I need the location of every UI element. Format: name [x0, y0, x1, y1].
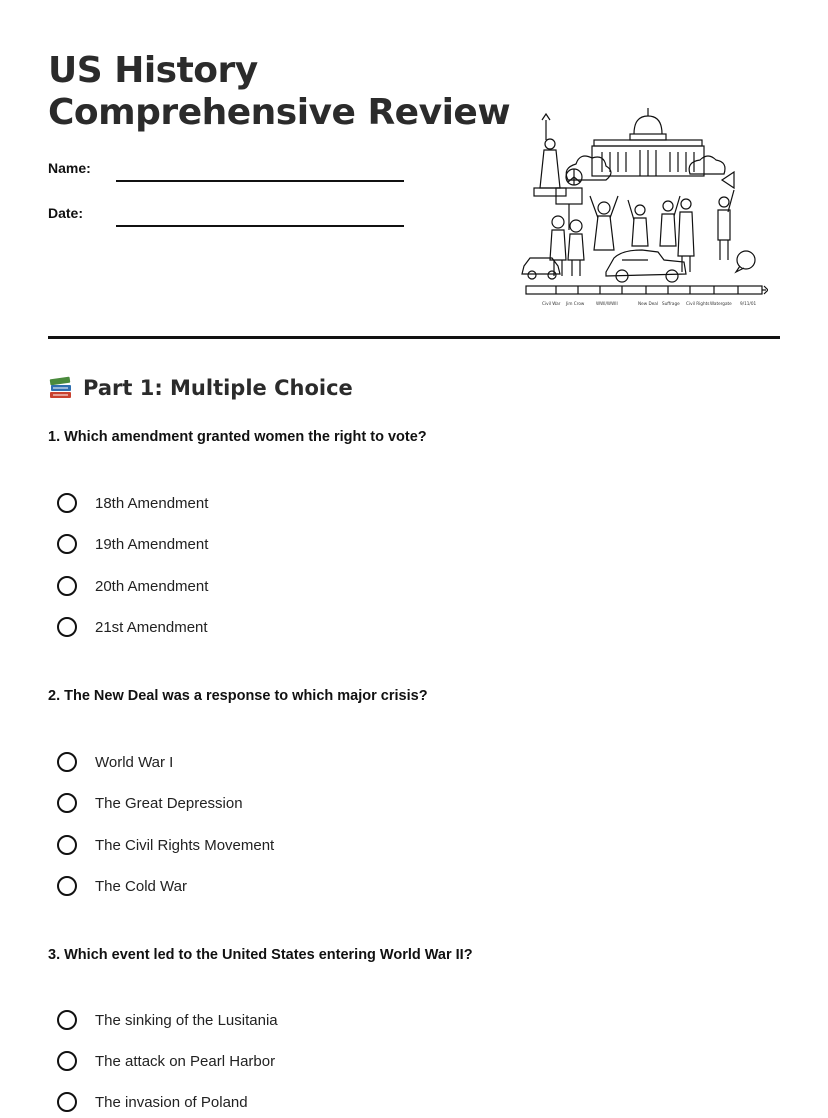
option-q2-d[interactable] — [57, 874, 187, 898]
worksheet-title — [48, 50, 510, 134]
timeline-label: Jim Crow — [566, 301, 585, 306]
option-label: 19th Amendment — [95, 535, 209, 553]
statue-of-liberty-icon — [534, 114, 566, 196]
option-q2-a[interactable] — [57, 750, 173, 774]
title-line-2: Comprehensive Review — [48, 92, 511, 133]
option-q1-c[interactable] — [57, 574, 208, 598]
timeline-label: Suffrage — [662, 301, 680, 306]
question-1: 1. Which amendment granted women the right to vote? — [48, 429, 427, 445]
timeline-label: WWI/WWII — [596, 301, 618, 306]
peace-sign-icon — [566, 169, 582, 185]
section-title-text: Part 1: Multiple Choice — [83, 376, 353, 400]
date-label: Date: — [48, 205, 84, 221]
option-label: The Great Depression — [95, 794, 243, 812]
option-q1-d[interactable] — [57, 615, 208, 639]
title-line-1: US History — [48, 50, 258, 91]
radio-button[interactable] — [57, 752, 77, 772]
history-illustration — [518, 100, 768, 315]
option-label: 21st Amendment — [95, 618, 208, 636]
history-illustration-svg — [518, 100, 768, 315]
timeline-label: Watergate — [710, 301, 732, 306]
radio-button[interactable] — [57, 493, 77, 513]
radio-button[interactable] — [57, 1092, 77, 1112]
timeline-label: 9/11/01 — [740, 301, 757, 306]
option-label: 20th Amendment — [95, 577, 209, 595]
name-field[interactable] — [116, 180, 404, 182]
option-label: The invasion of Poland — [95, 1093, 248, 1111]
question-3: 3. Which event led to the United States entering World War II? — [48, 947, 473, 963]
section-title-part-1 — [48, 375, 353, 401]
radio-button[interactable] — [57, 793, 77, 813]
timeline-icon — [526, 286, 768, 294]
date-field[interactable] — [116, 225, 404, 227]
timeline-label: New Deal — [638, 301, 658, 306]
radio-button[interactable] — [57, 534, 77, 554]
radio-button[interactable] — [57, 835, 77, 855]
option-label: World War I — [95, 753, 174, 771]
radio-button[interactable] — [57, 1010, 77, 1030]
header-divider — [48, 336, 780, 339]
vintage-car-icon — [606, 250, 686, 282]
option-label: The Cold War — [95, 877, 187, 895]
option-q3-a[interactable] — [57, 1008, 278, 1032]
capitol-building-icon — [592, 108, 704, 176]
option-label: The Civil Rights Movement — [95, 836, 275, 854]
crowd-icon — [550, 190, 734, 276]
radio-button[interactable] — [57, 876, 77, 896]
option-q1-a[interactable] — [57, 491, 208, 515]
option-q2-c[interactable] — [57, 833, 274, 857]
radio-button[interactable] — [57, 617, 77, 637]
option-label: 18th Amendment — [95, 494, 209, 512]
option-q3-c[interactable] — [57, 1090, 248, 1114]
option-label: The attack on Pearl Harbor — [95, 1052, 276, 1070]
books-icon — [48, 375, 74, 401]
radio-button[interactable] — [57, 1051, 77, 1071]
radio-button[interactable] — [57, 576, 77, 596]
option-q2-b[interactable] — [57, 791, 243, 815]
timeline-label: Civil War — [542, 301, 561, 306]
name-label: Name: — [48, 160, 91, 176]
option-label: The sinking of the Lusitania — [95, 1011, 278, 1029]
protest-sign-icon — [556, 188, 582, 230]
speech-bubble-icon — [736, 251, 755, 272]
timeline-label: Civil Rights — [686, 301, 710, 306]
option-q3-b[interactable] — [57, 1049, 275, 1073]
option-q1-b[interactable] — [57, 532, 208, 556]
question-2: 2. The New Deal was a response to which major crisis? — [48, 688, 428, 704]
